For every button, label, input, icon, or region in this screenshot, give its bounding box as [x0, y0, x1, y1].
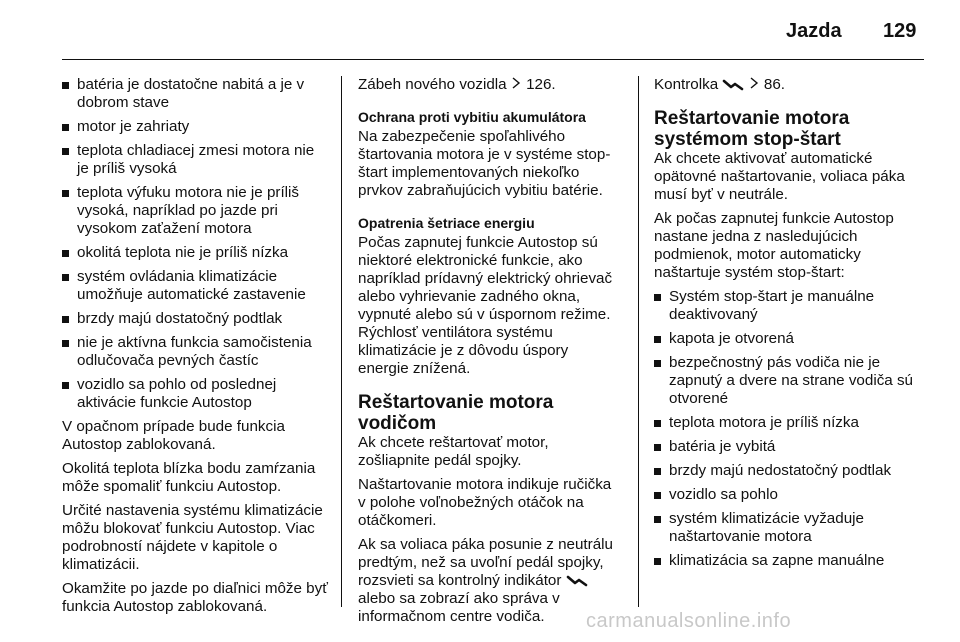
column-divider: [341, 76, 342, 607]
list-item: teplota výfuku motora nie je príliš vysoká, napríklad po jazde pri vysokom zaťažení motora: [62, 184, 328, 238]
page-reference-arrow-icon: [511, 76, 522, 90]
paragraph: Naštartovanie motora indikuje ručička v polohe voľnobežných otáčok na otáčkomeri.: [358, 476, 612, 529]
paragraph: Ak chcete aktivovať automatické opätovné naštartovanie, voliaca páka musí byť v neutrále.: [654, 150, 905, 203]
cross-reference-text: Zábeh nového vozidla: [358, 76, 507, 93]
page-header: [0, 0, 960, 60]
heading-stop-start-restart: Reštartovanie motora systémom stop-štart: [654, 108, 850, 150]
stop-start-indicator-icon: [722, 77, 744, 91]
paragraph: Počas zapnutej funkcie Autostop sú niektoré elektronické funkcie, ako napríklad prídavný elektrický ohrievač alebo vyhrievanie zadného okna, vypnuté alebo sú v úspornom režime. Rýchlosť ventilátora systému klimatizácie je z dôvodu úspory energie znížená.: [358, 234, 613, 377]
header-rule: [62, 59, 924, 60]
page-number: 129: [883, 20, 917, 42]
list-item: vozidlo sa pohlo: [654, 486, 926, 504]
list-item: teplota chladiacej zmesi motora nie je príliš vysoká: [62, 142, 328, 178]
list-item: batéria je vybitá: [654, 438, 926, 456]
paragraph: Okamžite po jazde po diaľnici môže byť funkcia Autostop zablokovaná.: [62, 580, 328, 615]
paragraph: V opačnom prípade bude funkcia Autostop zablokovaná.: [62, 418, 285, 453]
indicator-page: 86.: [763, 76, 785, 93]
list-item: teplota motora je príliš nízka: [654, 414, 926, 432]
list-item: klimatizácia sa zapne manuálne: [654, 552, 926, 570]
list-item: systém klimatizácie vyžaduje naštartovanie motora: [654, 510, 926, 546]
stop-start-indicator-icon: [566, 573, 588, 587]
list-item: nie je aktívna funkcia samočistenia odlučovača pevných častíc: [62, 334, 328, 370]
list-item: motor je zahriaty: [62, 118, 328, 136]
list-item: brzdy majú nedostatočný podtlak: [654, 462, 926, 480]
paragraph: Ak chcete reštartovať motor, zošliapnite pedál spojky.: [358, 434, 549, 469]
column-right: [654, 76, 926, 576]
cross-reference: [358, 76, 623, 94]
paragraph: Ak počas zapnutej funkcie Autostop nastane jedna z nasledujúcich podmienok, motor automaticky naštartuje systém stop-štart:: [654, 210, 894, 281]
list-item: systém ovládania klimatizácie umožňuje automatické zastavenie: [62, 268, 328, 304]
list-item: okolitá teplota nie je príliš nízka: [62, 244, 328, 262]
list-item: bezpečnostný pás vodiča nie je zapnutý a dvere na strane vodiča sú otvorené: [654, 354, 926, 408]
paragraph-text: alebo sa zobrazí ako správa v informačnom centre vodiča.: [358, 590, 560, 625]
paragraph: Okolitá teplota blízka bodu zamŕzania môže spomaliť funkciu Autostop.: [62, 460, 316, 495]
column-divider: [638, 76, 639, 607]
section-title: Jazda: [786, 20, 842, 42]
subheading-battery: Ochrana proti vybitiu akumulátora: [358, 109, 586, 125]
column-left: [62, 76, 328, 622]
watermark: carmanualsonline.info: [586, 610, 792, 632]
cross-reference-page: 126.: [526, 76, 556, 93]
list-item: kapota je otvorená: [654, 330, 926, 348]
indicator-label: Kontrolka: [654, 76, 719, 93]
paragraph: [358, 536, 623, 626]
paragraph: Určité nastavenia systému klimatizácie môžu blokovať funkciu Autostop. Viac podrobností nájdete v kapitole o klimatizácii.: [62, 502, 323, 573]
indicator-reference: [654, 76, 926, 94]
list-item: batéria je dostatočne nabitá a je v dobrom stave: [62, 76, 328, 112]
list-item: vozidlo sa pohlo od poslednej aktivácie funkcie Autostop: [62, 376, 328, 412]
heading-driver-restart: Reštartovanie motora vodičom: [358, 392, 554, 434]
list-item: brzdy majú dostatočný podtlak: [62, 310, 328, 328]
column-middle: [358, 76, 623, 632]
page-reference-arrow-icon: [749, 76, 760, 90]
paragraph: Na zabezpečenie spoľahlivého štartovania motora je v systéme stop-štart implementovaných niekoľko prvkov zabraňujúcich vybitiu batérie.: [358, 128, 611, 199]
list-item: Systém stop-štart je manuálne deaktivovaný: [654, 288, 926, 324]
paragraph-text: Ak sa voliaca páka posunie z neutrálu predtým, než sa uvoľní pedál spojky, rozsvieti sa kontrolný indikátor: [358, 536, 613, 589]
subheading-energy-saving: Opatrenia šetriace energiu: [358, 215, 535, 231]
